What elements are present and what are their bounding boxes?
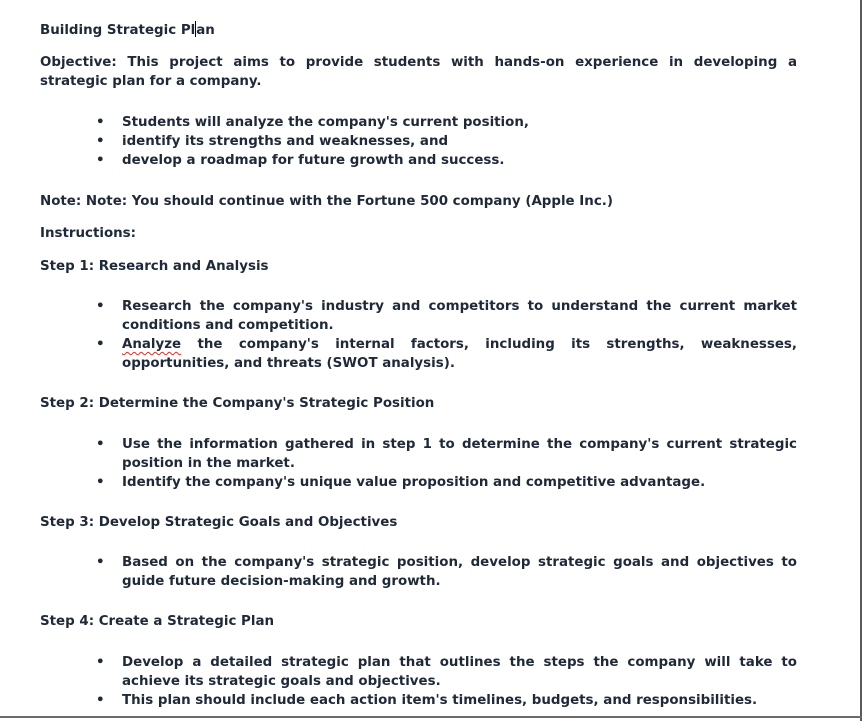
bullet-icon: • — [96, 153, 105, 168]
page-edge — [860, 0, 862, 721]
spellcheck-flagged-word[interactable]: Analyze — [122, 337, 182, 352]
list-item[interactable] — [96, 113, 797, 132]
step-2-bullet-list — [96, 435, 797, 492]
list-item[interactable] — [96, 653, 797, 691]
step-4-bullet-list — [96, 653, 797, 710]
list-item[interactable] — [96, 297, 797, 335]
list-item-text: Based on the company's strategic position, develop strategic goals and objectives to guide future decision-making and growth. — [122, 555, 797, 589]
bullet-icon: • — [96, 299, 105, 314]
step-1-heading[interactable]: Step 1: Research and Analysis — [40, 259, 269, 274]
title-text-end: an — [196, 23, 215, 38]
list-item-text: Research the company's industry and competitors to understand the current market conditions and competition. — [122, 299, 797, 333]
step-1-bullet-list — [96, 297, 797, 373]
list-item-text: the company's internal factors, including its strengths, weaknesses, opportunities, and threats (SWOT analysis). — [122, 337, 797, 371]
list-item-text: This plan should include each action item's timelines, budgets, and responsibilities. — [122, 693, 758, 708]
objective-paragraph[interactable]: Objective: This project aims to provide students with hands-on experience in developing a strategic plan for a company. — [40, 55, 797, 89]
bullet-icon: • — [96, 655, 105, 670]
list-item-text: identify its strengths and weaknesses, and — [122, 134, 449, 149]
objective-bullet-list — [96, 113, 797, 170]
list-item-text: Use the information gathered in step 1 to determine the company's current strategic position in the market. — [122, 437, 797, 471]
list-item[interactable] — [96, 691, 797, 710]
bullet-icon: • — [96, 555, 105, 570]
list-item[interactable] — [96, 553, 797, 591]
step-2-heading[interactable]: Step 2: Determine the Company's Strategic Position — [40, 396, 435, 411]
instructions-label[interactable]: Instructions: — [40, 226, 137, 241]
list-item-text: develop a roadmap for future growth and success. — [122, 153, 505, 168]
document-title[interactable] — [40, 21, 797, 40]
title-text-start: Building Strategic Pl — [40, 23, 196, 38]
list-item[interactable] — [96, 473, 797, 492]
bullet-icon: • — [96, 115, 105, 130]
list-item[interactable] — [96, 132, 797, 151]
step-3-bullet-list — [96, 553, 797, 591]
bullet-icon: • — [96, 337, 105, 352]
list-item-text: Develop a detailed strategic plan that outlines the steps the company will take to achieve its strategic goals and objectives. — [122, 655, 797, 689]
list-item-text: Identify the company's unique value proposition and competitive advantage. — [122, 475, 706, 490]
bullet-icon: • — [96, 475, 105, 490]
list-item-text: Students will analyze the company's current position, — [122, 115, 529, 130]
bullet-icon: • — [96, 693, 105, 708]
step-4-heading[interactable]: Step 4: Create a Strategic Plan — [40, 614, 275, 629]
note-paragraph[interactable]: Note: Note: You should continue with the Fortune 500 company (Apple Inc.) — [40, 194, 613, 209]
list-item[interactable] — [96, 335, 797, 373]
bullet-icon: • — [96, 437, 105, 452]
list-item[interactable] — [96, 151, 797, 170]
bullet-icon: • — [96, 134, 105, 149]
list-item[interactable] — [96, 435, 797, 473]
step-3-heading[interactable]: Step 3: Develop Strategic Goals and Objectives — [40, 515, 398, 530]
page-bottom-border — [0, 716, 862, 718]
